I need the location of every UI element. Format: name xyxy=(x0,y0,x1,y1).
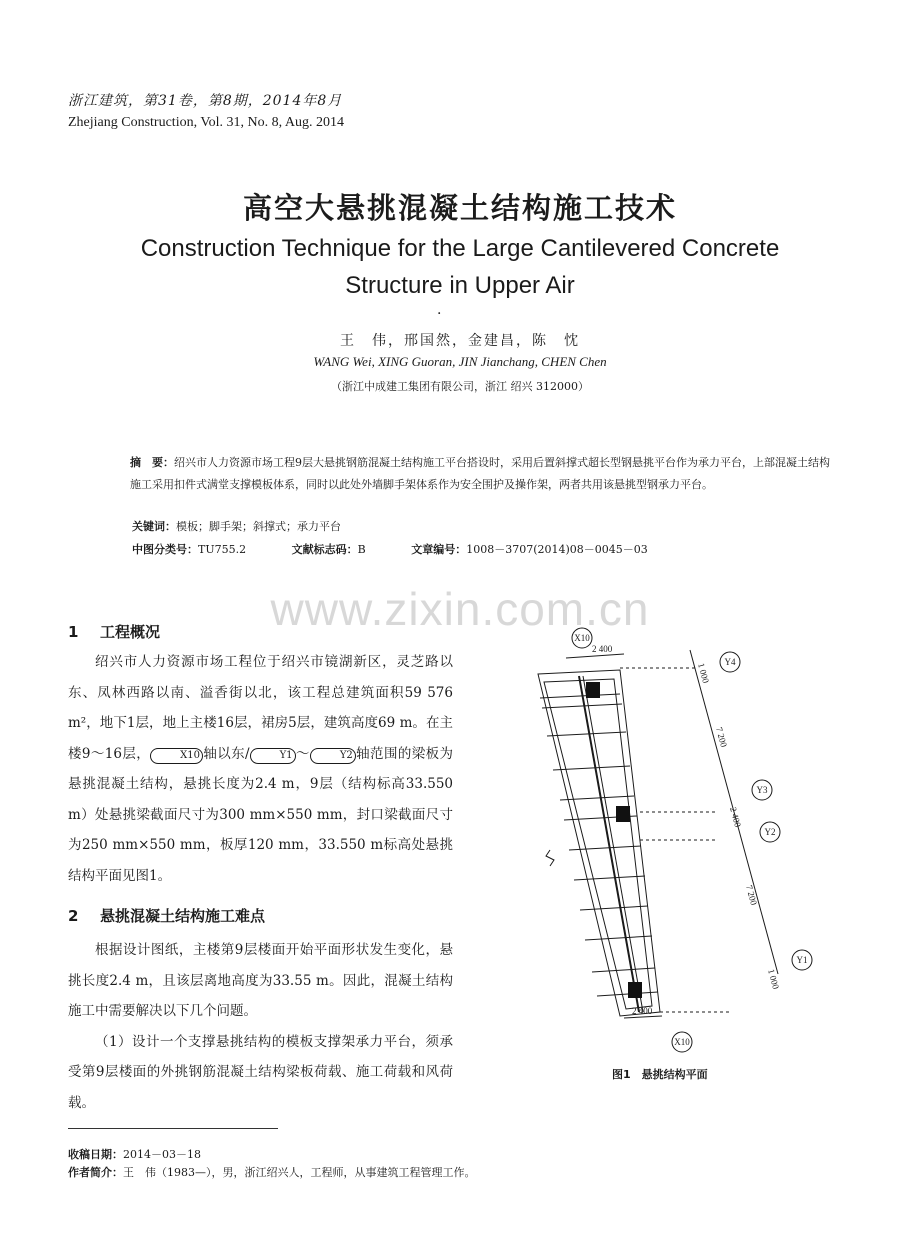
section-2-paragraph-2: （1）设计一个支撑悬挑结构的模板支撑架承力平台，须承受第9层楼面的外挑钢筋混凝土结构梁板荷载、施工荷载和风荷载。 xyxy=(68,1033,453,1111)
keywords-text: 模板；脚手架；斜撑式；承力平台 xyxy=(176,520,341,533)
authors-cn: 王 伟，邢国然，金建昌，陈 忱 xyxy=(340,333,580,349)
dim-bottom-label: 2 400 xyxy=(632,1006,653,1016)
classification-line xyxy=(132,541,690,557)
abstract-text: 绍兴市人力资源市场工程9层大悬挑钢筋混凝土结构施工平台搭设时，采用后置斜撑式超长型钢悬挑平台作为承力平台，上部混凝土结构施工采用扣件式满堂支撑模板体系，同时以此处外墙脚手架体系作为安全围护及操作架，两者共用该悬挑型钢承力平台。 xyxy=(130,456,830,491)
figure-caption: 图1 悬挑结构平面 xyxy=(612,1068,708,1081)
axis-y2-label: Y2 xyxy=(764,827,776,837)
axis-y4-label: Y4 xyxy=(724,657,736,667)
section-1-number: 1 xyxy=(68,623,79,641)
section-2-number: 2 xyxy=(68,907,79,925)
axis-top-label: X10 xyxy=(574,633,590,643)
bio-label: 作者简介： xyxy=(68,1166,123,1179)
received-value: 2014－03－18 xyxy=(123,1148,201,1161)
dim-2400-mid-label: 2 400 xyxy=(728,805,743,829)
section-1-title: 工程概况 xyxy=(100,623,161,641)
axis-y2-label: Y2 xyxy=(310,748,356,764)
dim-1000-bottom-label: 1 000 xyxy=(766,967,781,991)
bio-value: 王 伟（1983—），男，浙江绍兴人，工程师，从事建筑工程管理工作。 xyxy=(123,1166,476,1179)
watermark: www.zixin.com.cn xyxy=(270,583,650,635)
journal-header-cn: 浙江建筑，第31卷，第8期，2014年8月 xyxy=(68,93,343,109)
article-no-value: 1008－3707(2014)08－0045－03 xyxy=(466,543,648,556)
section-2-title: 悬挑混凝土结构施工难点 xyxy=(100,907,266,925)
axis-x10-label: X10 xyxy=(150,748,203,764)
dim-1000-top-label: 1 000 xyxy=(696,661,711,685)
title-cn: 高空大悬挑混凝土结构施工技术 xyxy=(242,191,677,225)
section-1-paragraph: 绍兴市人力资源市场工程位于绍兴市镜湖新区，灵芝路以东、凤林西路以南、溢香街以北，该工程总建筑面积59 576 m²，地下1层，地上主楼16层，裙房5层，建筑高度69 m。在主楼9～16层， X10 轴以东/ Y1 ～ Y2 轴范围的梁板为悬挑混凝土结构，悬挑长度为2.4 m，9层（结构标高33.550 m）处悬挑梁截面尺寸为300 mm×550 mm，封口梁截面尺寸为250 mm×550 mm，板厚120 mm，33.550 m标高处悬挑结构平面见图1。 xyxy=(68,654,453,884)
doc-code-label: 文献标志码： xyxy=(291,543,358,556)
received-label: 收稿日期： xyxy=(68,1148,123,1161)
affiliation: （浙江中成建工集团有限公司，浙江 绍兴 312000） xyxy=(331,380,589,393)
abstract-label: 摘 要： xyxy=(130,456,174,469)
section-1-heading xyxy=(68,621,160,642)
received-date xyxy=(68,1146,201,1162)
clc-value: TU755.2 xyxy=(198,543,247,556)
break-mark xyxy=(546,850,554,866)
dim-7200-bottom-label: 7 200 xyxy=(744,883,759,907)
dim-top-label: 2 400 xyxy=(592,644,613,654)
axis-y1-label: Y1 xyxy=(796,955,808,965)
footnote-divider xyxy=(68,1128,278,1129)
columns xyxy=(586,682,642,998)
axis-bottom-label: X10 xyxy=(674,1037,690,1047)
author-bio xyxy=(68,1164,476,1180)
section-2-body xyxy=(68,935,453,1118)
title-separator-dot: · xyxy=(437,306,442,322)
abstract xyxy=(130,452,835,496)
clc-label: 中图分类号： xyxy=(132,543,198,556)
axis-y1-label: Y1 xyxy=(250,748,296,764)
dim-7200-top-label: 7 200 xyxy=(714,725,729,749)
grid-lines xyxy=(620,668,730,1012)
article-no-label: 文章编号： xyxy=(411,543,467,556)
slab-outline xyxy=(538,670,660,1016)
section-1-body xyxy=(68,647,453,891)
doc-code-value: B xyxy=(357,543,366,556)
cantilever-plan-figure xyxy=(520,624,850,1064)
title-en: Construction Technique for the Large Cantilevered Concrete Structure in Upper Air xyxy=(140,235,780,299)
section-2-heading xyxy=(68,905,265,926)
journal-header-en: Zhejiang Construction, Vol. 31, No. 8, Aug. 2014 xyxy=(68,115,344,130)
axis-y3-label: Y3 xyxy=(756,785,768,795)
keywords xyxy=(132,518,341,534)
keywords-label: 关键词： xyxy=(132,520,176,533)
section-2-paragraph-1: 根据设计图纸，主楼第9层楼面开始平面形状发生变化，悬挑长度2.4 m，且该层离地高度为33.55 m。因此，混凝土结构施工中需要解决以下几个问题。 xyxy=(68,942,453,1019)
authors-en: WANG Wei, XING Guoran, JIN Jianchang, CHEN Chen xyxy=(313,354,607,369)
